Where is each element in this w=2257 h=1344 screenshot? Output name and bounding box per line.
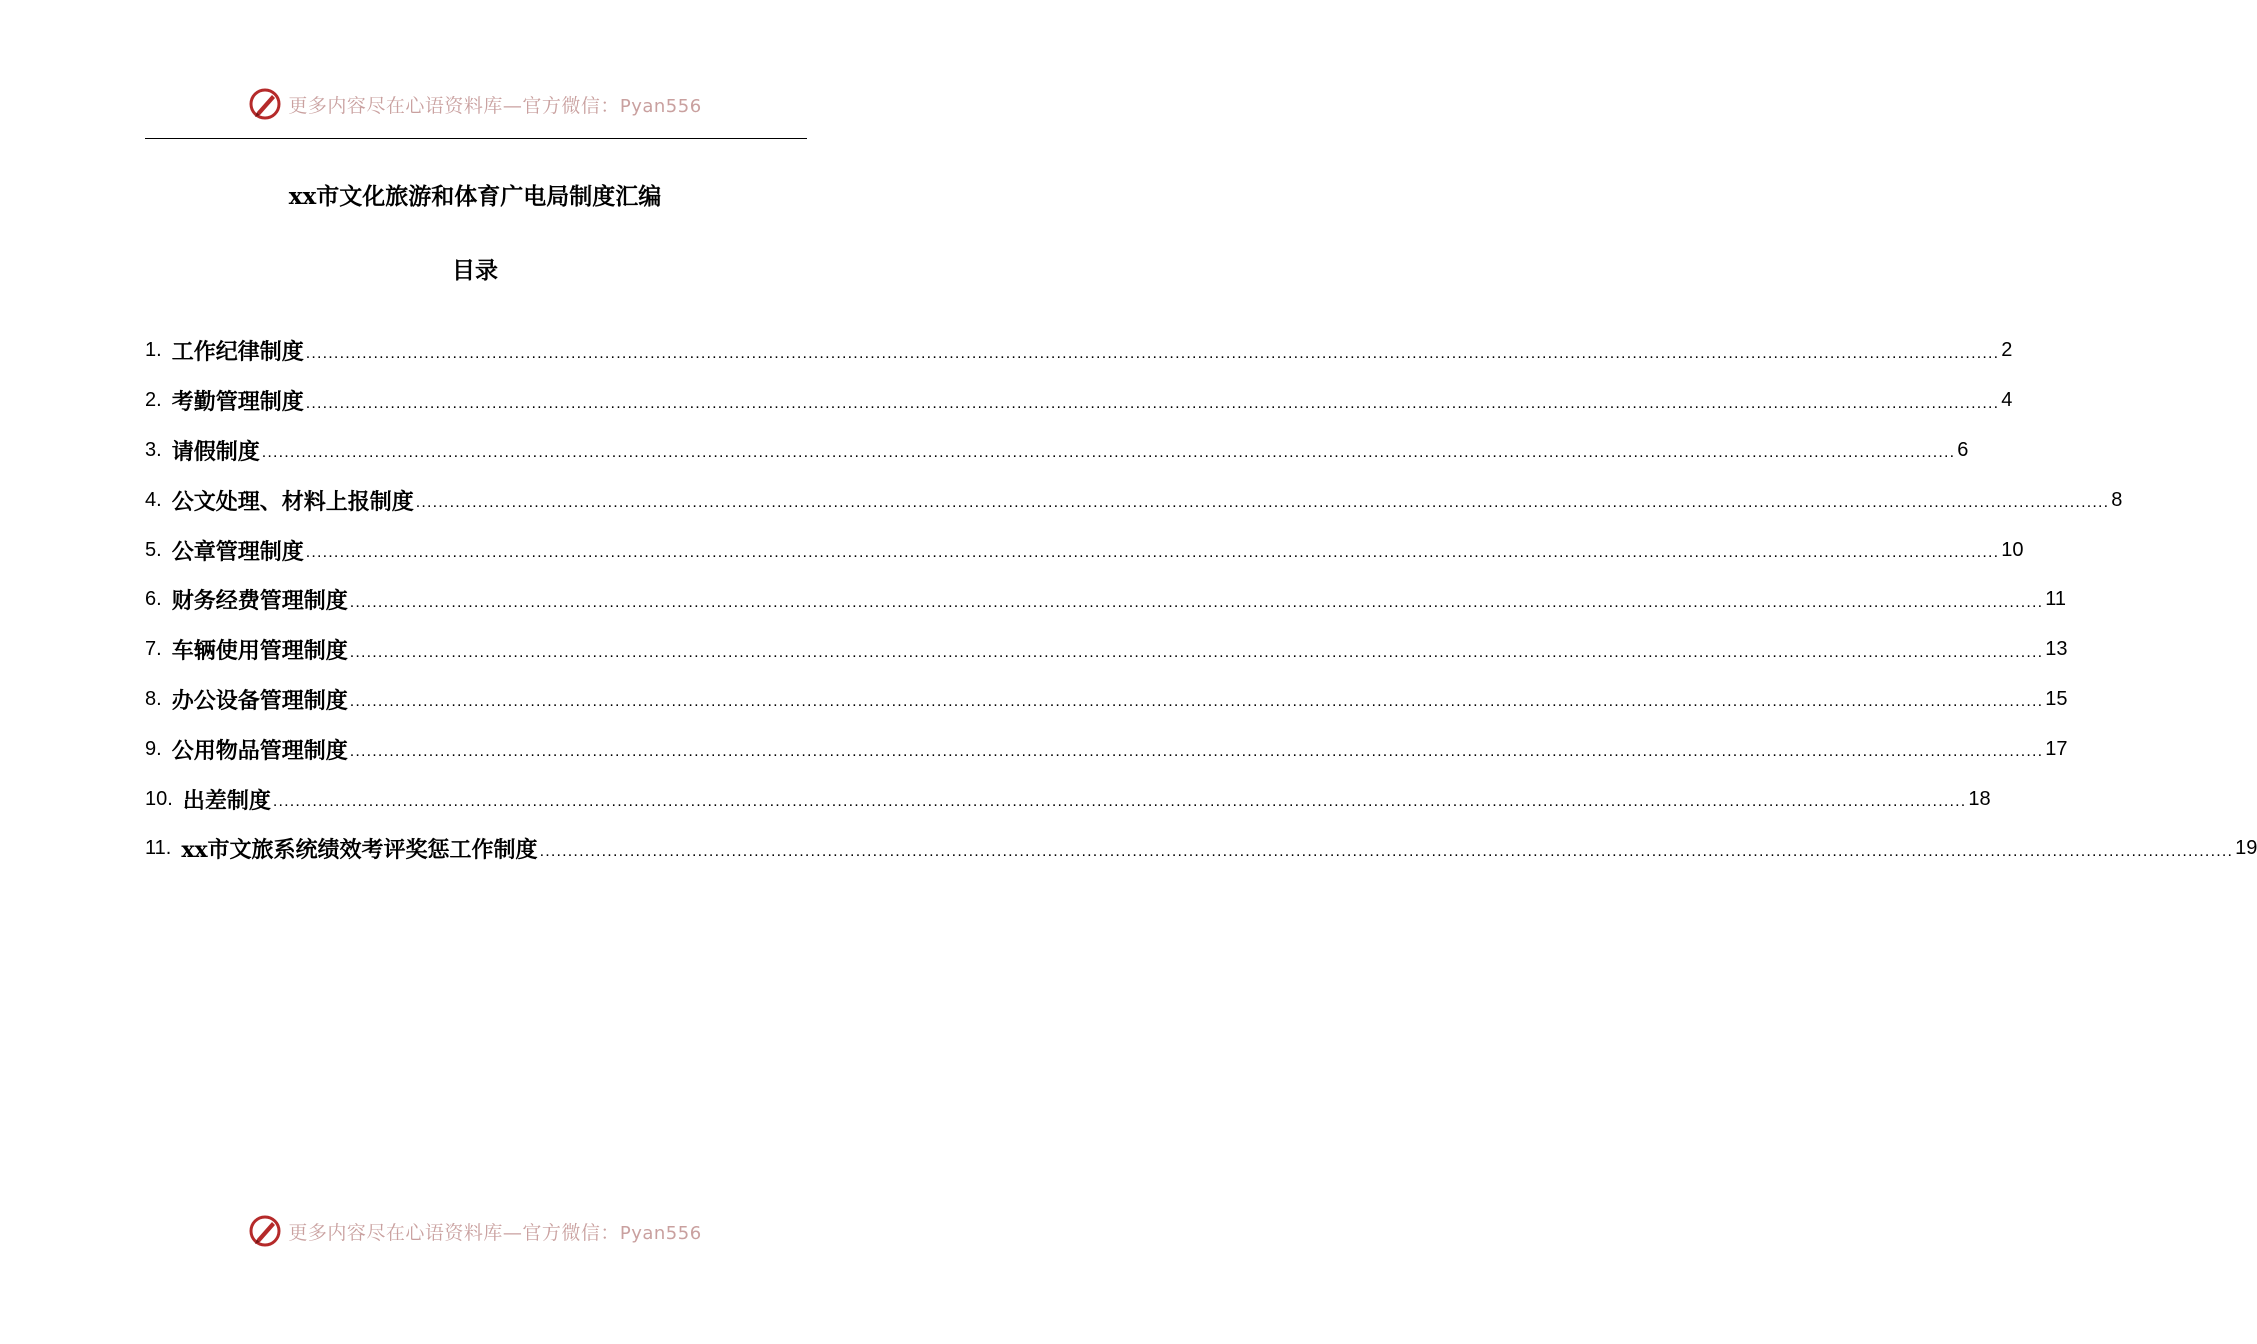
toc-entry-title: 出差制度 bbox=[182, 787, 271, 814]
toc-entry[interactable] bbox=[145, 326, 2013, 376]
toc-entry-page-number: 8 bbox=[2111, 488, 2123, 511]
header-watermark bbox=[0, 84, 950, 124]
toc-entry-title: 工作纪律制度 bbox=[171, 339, 304, 366]
toc-entry[interactable] bbox=[145, 824, 2257, 874]
toc-heading: 目录 bbox=[452, 257, 498, 284]
toc-entry[interactable] bbox=[145, 376, 2013, 426]
toc-entry-title: xx市文旅系统绩效考评奖惩工作制度 bbox=[181, 837, 538, 864]
toc-entry-number: 1. bbox=[145, 339, 162, 362]
toc-entry-page-number: 11 bbox=[2045, 588, 2067, 611]
watermark-text: 更多内容尽在心语资料库—官方微信：Pyan556 bbox=[288, 1221, 702, 1244]
pen-logo-icon bbox=[248, 87, 282, 121]
table-of-contents bbox=[145, 326, 2257, 874]
toc-entry[interactable] bbox=[145, 625, 2068, 675]
toc-entry-title: 办公设备管理制度 bbox=[171, 687, 348, 714]
toc-entry-page-number: 19 bbox=[2235, 837, 2257, 860]
toc-dot-leader: ............................................................................................................................................................................................................................................................................................................ bbox=[272, 792, 1967, 810]
toc-entry-title: 车辆使用管理制度 bbox=[171, 638, 348, 665]
toc-entry-title: 请假制度 bbox=[171, 438, 260, 465]
toc-entry-number: 11. bbox=[145, 837, 172, 860]
footer-watermark bbox=[0, 1211, 950, 1251]
toc-dot-leader: ............................................................................................................................................................................................................................................................................................................ bbox=[305, 344, 2000, 362]
toc-entry-page-number: 13 bbox=[2045, 638, 2068, 661]
toc-entry-number: 6. bbox=[145, 588, 162, 611]
toc-entry-title: 公章管理制度 bbox=[171, 538, 304, 565]
toc-dot-leader: ............................................................................................................................................................................................................................................................................................................ bbox=[415, 494, 2110, 512]
toc-entry-number: 2. bbox=[145, 389, 162, 412]
toc-entry[interactable] bbox=[145, 426, 1969, 476]
pen-logo-icon bbox=[248, 1214, 282, 1248]
toc-entry-number: 10. bbox=[145, 787, 173, 810]
toc-entry-number: 8. bbox=[145, 687, 162, 710]
toc-entry[interactable] bbox=[145, 774, 1991, 824]
toc-entry-title: 公用物品管理制度 bbox=[171, 737, 348, 764]
toc-dot-leader: ............................................................................................................................................................................................................................................................................................................ bbox=[305, 394, 2000, 412]
toc-entry[interactable] bbox=[145, 724, 2068, 774]
toc-entry-page-number: 4 bbox=[2001, 389, 2013, 412]
toc-entry-number: 4. bbox=[145, 488, 162, 511]
toc-entry-page-number: 18 bbox=[1968, 787, 1991, 810]
toc-entry-number: 7. bbox=[145, 638, 162, 661]
toc-entry-page-number: 17 bbox=[2045, 737, 2068, 760]
document-title: xx市文化旅游和体育广电局制度汇编 bbox=[288, 183, 662, 210]
toc-entry-page-number: 2 bbox=[2001, 339, 2013, 362]
toc-dot-leader: ............................................................................................................................................................................................................................................................................................................ bbox=[349, 743, 2044, 761]
toc-entry-title: 公文处理、材料上报制度 bbox=[171, 488, 414, 515]
toc-dot-leader: ............................................................................................................................................................................................................................................................................................................ bbox=[261, 444, 1956, 462]
toc-entry-number: 9. bbox=[145, 737, 162, 760]
toc-entry-title: 财务经费管理制度 bbox=[171, 588, 348, 615]
toc-entry-page-number: 15 bbox=[2045, 687, 2068, 710]
toc-entry[interactable] bbox=[145, 675, 2068, 725]
toc-dot-leader: ............................................................................................................................................................................................................................................................................................................ bbox=[305, 543, 2000, 561]
toc-entry-number: 5. bbox=[145, 538, 162, 561]
toc-entry-page-number: 6 bbox=[1957, 438, 1969, 461]
toc-entry[interactable] bbox=[145, 475, 2123, 525]
header-divider bbox=[145, 138, 807, 139]
toc-dot-leader: ............................................................................................................................................................................................................................................................................................................ bbox=[539, 842, 2234, 860]
toc-dot-leader: ............................................................................................................................................................................................................................................................................................................ bbox=[349, 643, 2044, 661]
toc-dot-leader: ............................................................................................................................................................................................................................................................................................................ bbox=[349, 593, 2044, 611]
toc-entry-title: 考勤管理制度 bbox=[171, 389, 304, 416]
toc-entry[interactable] bbox=[145, 575, 2067, 625]
toc-entry[interactable] bbox=[145, 525, 2024, 575]
toc-entry-number: 3. bbox=[145, 438, 162, 461]
toc-dot-leader: ............................................................................................................................................................................................................................................................................................................ bbox=[349, 693, 2044, 711]
watermark-text: 更多内容尽在心语资料库—官方微信：Pyan556 bbox=[288, 94, 702, 117]
toc-entry-page-number: 10 bbox=[2001, 538, 2024, 561]
